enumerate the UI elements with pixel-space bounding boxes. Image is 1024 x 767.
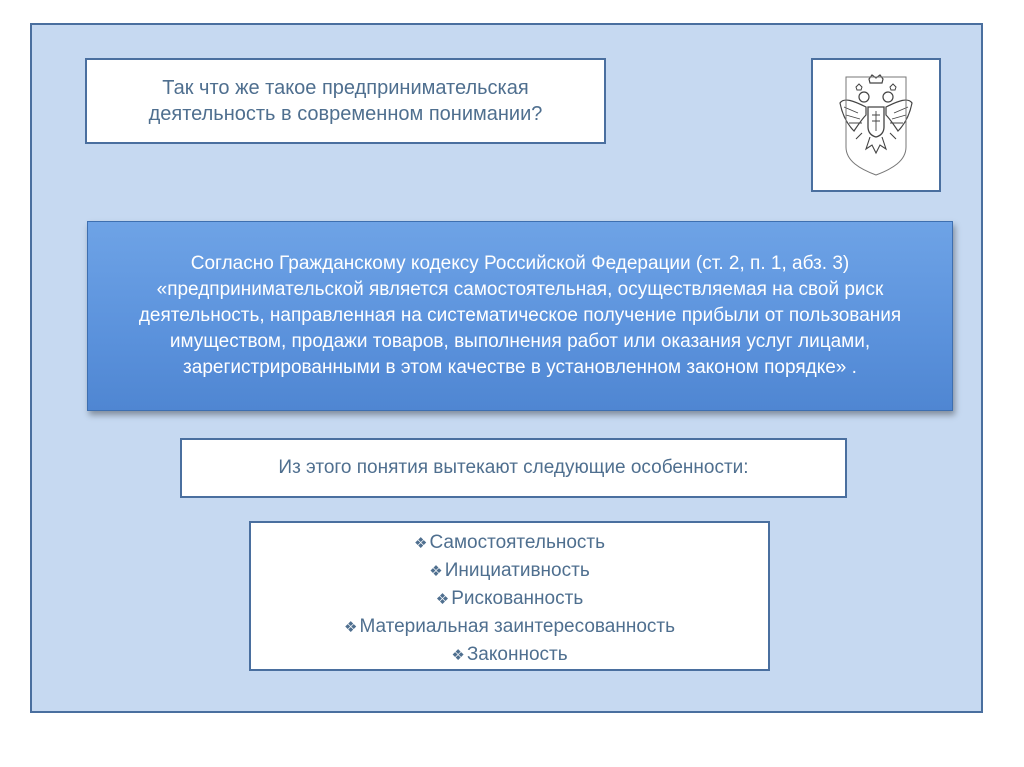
- bullet-icon: ❖: [451, 647, 465, 664]
- feature-label: Самостоятельность: [429, 532, 605, 553]
- question-text: Так что же такое предпринимательская деятельность в современном понимании?: [148, 77, 543, 125]
- slide: [30, 23, 983, 713]
- features-list: [249, 521, 770, 671]
- list-item: [251, 529, 768, 557]
- feature-label: Законность: [466, 644, 568, 665]
- feature-label: Материальная заинтересованность: [359, 616, 675, 637]
- list-item: [251, 641, 768, 669]
- definition-text: Согласно Гражданскому кодексу Российской Федерации (ст. 2, п. 1, абз. 3) «предпринимательской является самостоятельная, осуществляемая на свой риск деятельность, направленная на систематическое получение прибыли от пользования имуществом, продажи товаров, выполнения работ или оказания услуг лицами, зарегистрированными в этом качестве в установленном законом порядке» .: [138, 253, 902, 378]
- list-item: [251, 557, 768, 585]
- bullet-icon: ❖: [435, 591, 450, 608]
- emblem-box: [811, 58, 941, 192]
- bullet-icon: ❖: [429, 563, 443, 580]
- list-item: [251, 585, 768, 613]
- feature-label: Инициативность: [444, 560, 590, 581]
- question-box: [85, 58, 606, 144]
- definition-box: [87, 221, 953, 411]
- bullet-icon: ❖: [343, 619, 358, 636]
- follow-text: Из этого понятия вытекают следующие особенности:: [278, 457, 749, 478]
- follow-box: [180, 438, 847, 498]
- feature-label: Рискованность: [451, 588, 584, 609]
- bullet-icon: ❖: [414, 535, 428, 552]
- list-item: [251, 613, 768, 641]
- russian-coat-of-arms-icon: [836, 73, 916, 177]
